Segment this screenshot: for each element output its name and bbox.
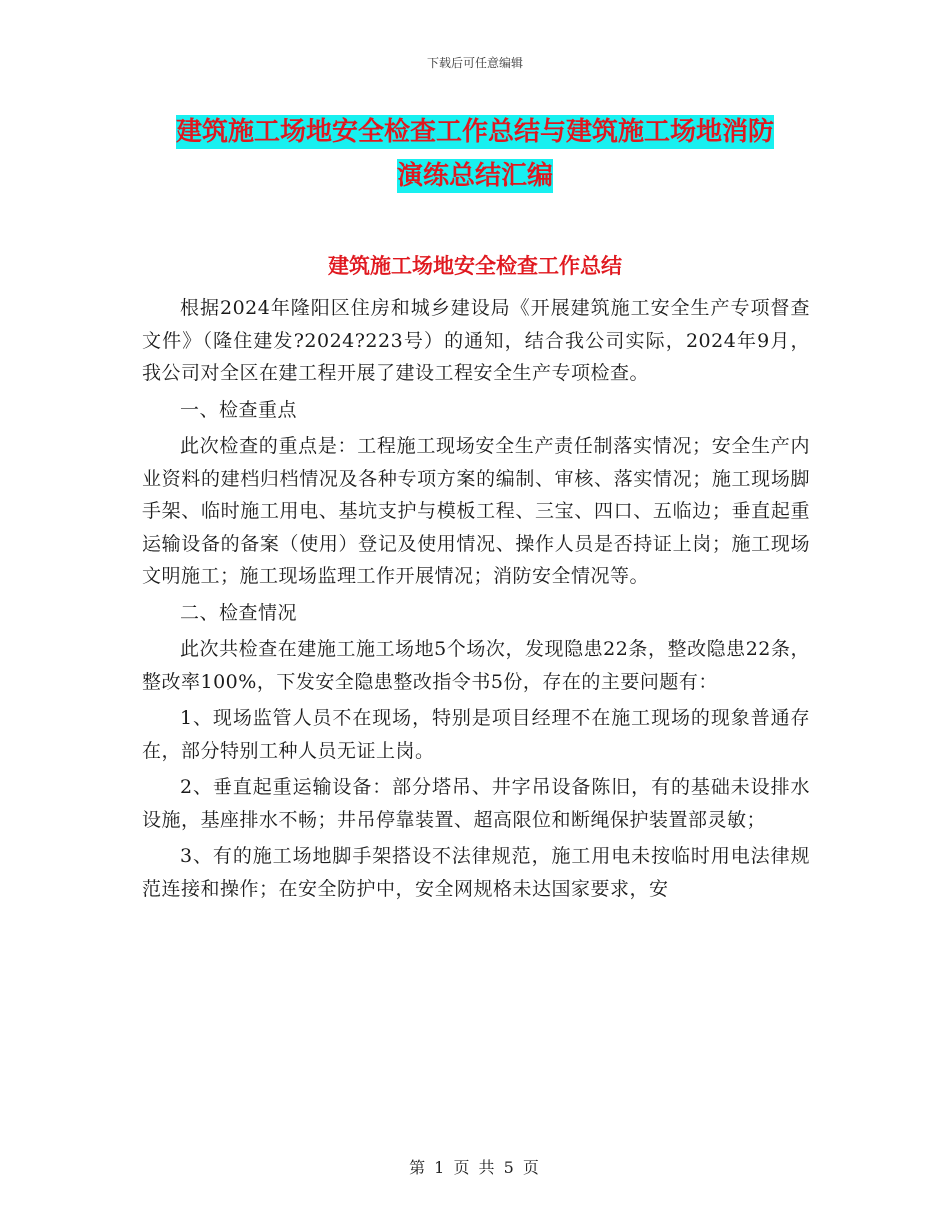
header-note: 下载后可任意编辑 [426, 56, 523, 70]
paragraph: 1、现场监管人员不在现场，特别是项目经理不在施工现场的现象普通存在，部分特别工种人员无证上岗。 [142, 707, 810, 762]
paragraph: 根据2024年隆阳区住房和城乡建设局《开展建筑施工安全生产专项督查文件》（隆住建发?2024?223号）的通知，结合我公司实际，2024年9月，我公司对全区在建工程开展了建设工程安全生产专项检查。 [142, 297, 810, 384]
heading-inspection-focus: 一、检查重点 [180, 398, 298, 421]
heading-inspection-status: 二、检查情况 [180, 601, 298, 624]
paragraph: 此次共检查在建施工施工场地5个场次，发现隐患22条，整改隐患22条，整改率100%，下发安全隐患整改指令书5份，存在的主要问题有： [142, 638, 810, 693]
paragraph: 3、有的施工场地脚手架搭设不法律规范，施工用电未按临时用电法律规范连接和操作；在安全防护中，安全网规格未达国家要求，安 [142, 845, 810, 900]
paragraph: 2、垂直起重运输设备：部分塔吊、井字吊设备陈旧，有的基础未设排水设施，基座排水不畅；井吊停靠装置、超高限位和断绳保护装置部灵敏； [142, 776, 810, 831]
title-line-2: 演练总结汇编 [396, 161, 553, 191]
page-footer: 第 1 页 共 5 页 [409, 1158, 541, 1177]
document-title [140, 110, 810, 198]
section-title: 建筑施工场地安全检查工作总结 [328, 254, 622, 278]
document-body [142, 292, 810, 909]
paragraph: 此次检查的重点是：工程施工现场安全生产责任制落实情况；安全生产内业资料的建档归档情况及各种专项方案的编制、审核、落实情况；施工现场脚手架、临时施工用电、基坑支护与模板工程、三宝、四口、五临边；垂直起重运输设备的备案（使用）登记及使用情况、操作人员是否持证上岗；施工现场文明施工；施工现场监理工作开展情况；消防安全情况等。 [142, 435, 810, 587]
title-line-1: 建筑施工场地安全检查工作总结与建筑施工场地消防 [175, 117, 774, 147]
